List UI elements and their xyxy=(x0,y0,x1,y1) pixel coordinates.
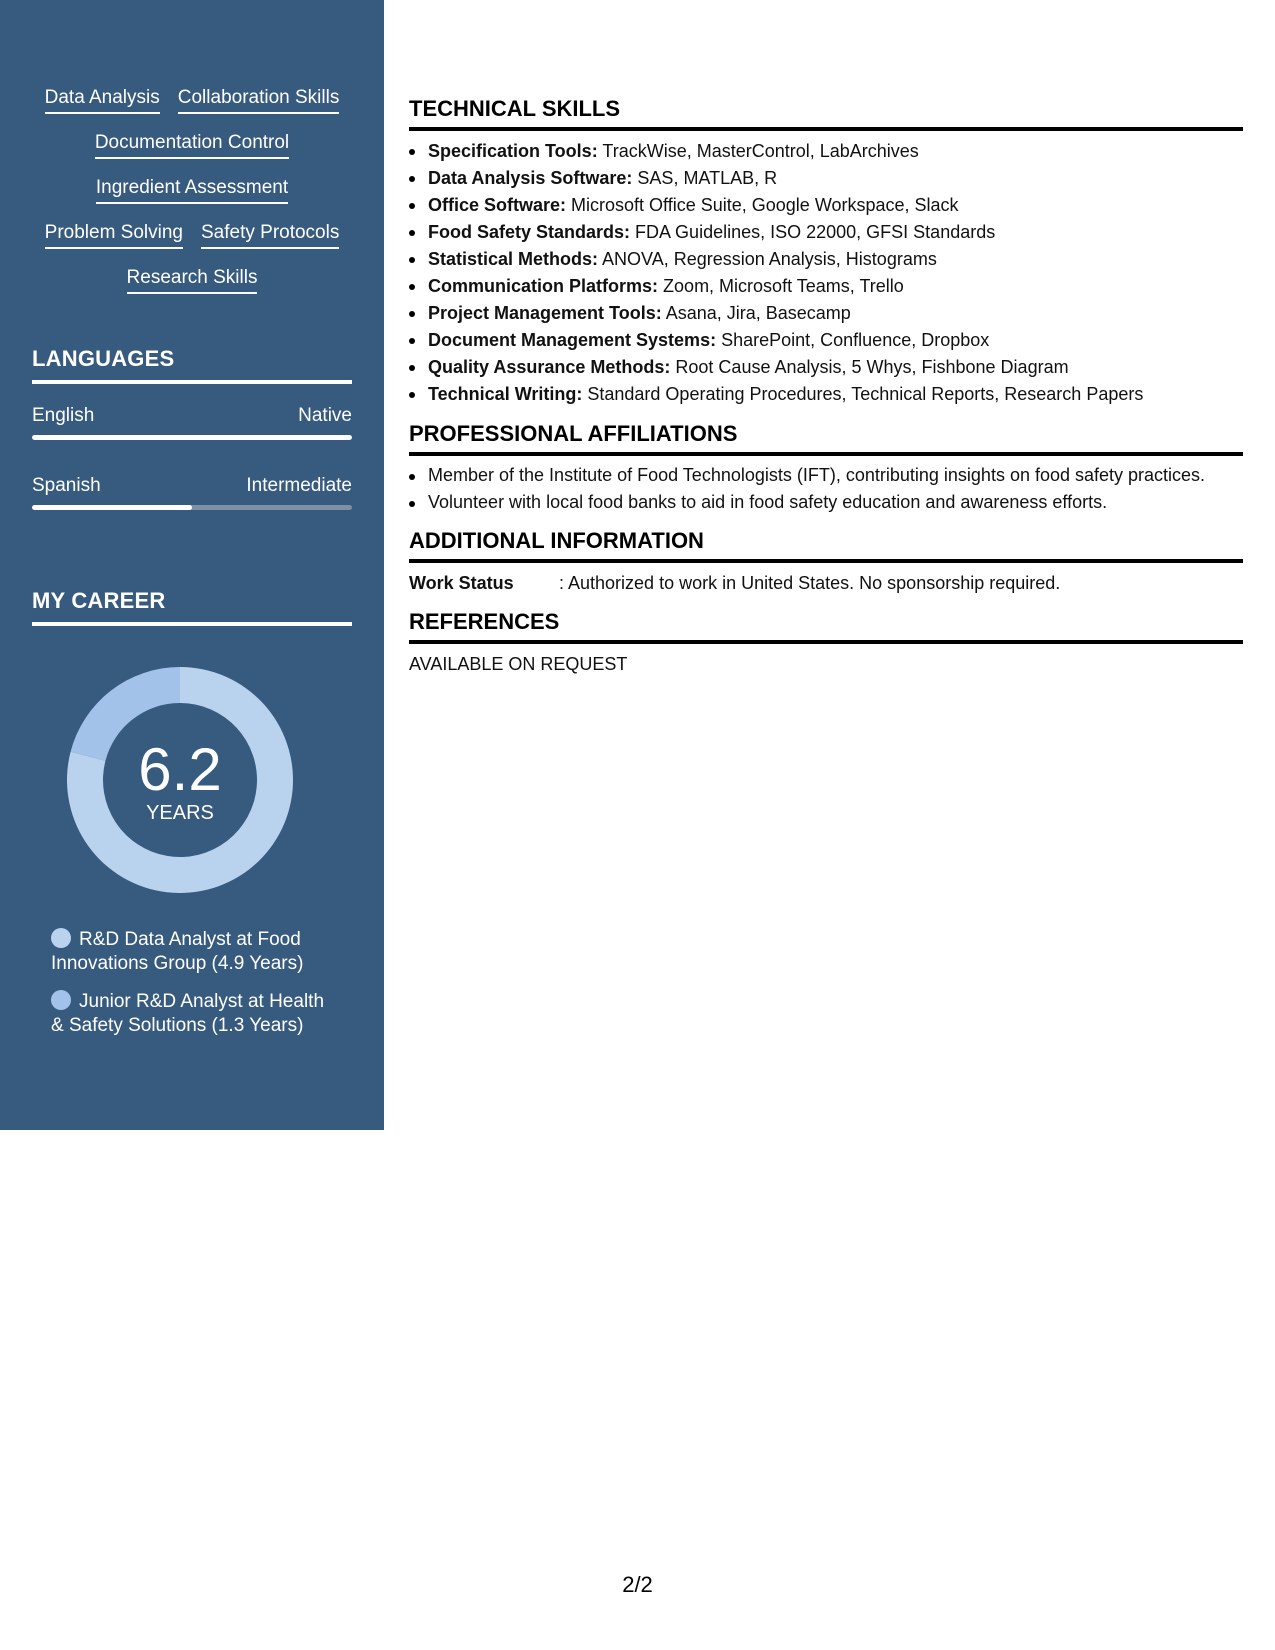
language-row-spanish xyxy=(32,475,352,497)
career-legend xyxy=(51,928,341,1052)
skill-value: SAS, MATLAB, R xyxy=(637,168,778,188)
list-item xyxy=(409,381,1243,408)
career-total-value: 6.2 xyxy=(138,736,222,803)
skill-row xyxy=(32,131,352,176)
career-legend-item xyxy=(51,928,341,976)
legend-dot-icon xyxy=(51,990,71,1010)
list-item xyxy=(409,192,1243,219)
page-number: 2/2 xyxy=(622,1572,653,1597)
career-role-text: R&D Data Analyst at Food Innovations Group (4.9 Years) xyxy=(51,929,304,974)
section-heading: TECHNICAL SKILLS xyxy=(409,96,1243,131)
skill-value: ANOVA, Regression Analysis, Histograms xyxy=(602,249,937,269)
list-item xyxy=(409,246,1243,273)
list-item xyxy=(409,327,1243,354)
skill-tag: Data Analysis xyxy=(45,86,160,114)
references-text: AVAILABLE ON REQUEST xyxy=(409,654,628,674)
skill-label: Technical Writing: xyxy=(428,384,583,404)
language-bar-fill xyxy=(32,505,192,510)
language-level: Native xyxy=(298,405,352,426)
language-name: Spanish xyxy=(32,475,101,496)
skill-value: Standard Operating Procedures, Technical Reports, Research Papers xyxy=(587,384,1144,404)
legend-dot-icon xyxy=(51,928,71,948)
skill-label: Food Safety Standards: xyxy=(428,222,631,242)
list-item xyxy=(409,219,1243,246)
skill-label: Communication Platforms: xyxy=(428,276,659,296)
skill-tag: Documentation Control xyxy=(95,131,289,159)
skill-value: FDA Guidelines, ISO 22000, GFSI Standards xyxy=(635,222,996,242)
language-bar-english xyxy=(32,435,352,440)
language-bar-spanish xyxy=(32,505,352,510)
skill-value: Microsoft Office Suite, Google Workspace, Slack xyxy=(571,195,959,215)
skill-tag: Problem Solving xyxy=(45,221,183,249)
skill-row xyxy=(32,266,352,311)
language-name: English xyxy=(32,405,95,426)
references-section xyxy=(409,609,1243,677)
section-heading: REFERENCES xyxy=(409,609,1243,644)
skill-value: Root Cause Analysis, 5 Whys, Fishbone Diagram xyxy=(675,357,1069,377)
skill-label: Office Software: xyxy=(428,195,567,215)
list-item: Volunteer with local food banks to aid in food safety education and awareness efforts. xyxy=(409,490,1243,515)
skill-label: Specification Tools: xyxy=(428,141,598,161)
skills-tags xyxy=(32,86,352,311)
list-item xyxy=(409,354,1243,381)
career-legend-item xyxy=(51,990,341,1038)
skill-tag: Safety Protocols xyxy=(201,221,339,249)
career-donut-center xyxy=(66,666,294,894)
list-item xyxy=(409,300,1243,327)
affiliations-section xyxy=(409,421,1243,515)
section-heading: ADDITIONAL INFORMATION xyxy=(409,528,1243,563)
career-total-unit: YEARS xyxy=(146,802,214,824)
technical-skills-list xyxy=(409,138,1243,408)
additional-info-section xyxy=(409,528,1243,596)
list-item xyxy=(409,165,1243,192)
languages-heading: LANGUAGES xyxy=(32,346,352,384)
affiliations-list xyxy=(409,463,1243,515)
skill-label: Data Analysis Software: xyxy=(428,168,633,188)
career-heading: MY CAREER xyxy=(32,588,352,626)
skill-tag: Ingredient Assessment xyxy=(96,176,288,204)
section-heading: PROFESSIONAL AFFILIATIONS xyxy=(409,421,1243,456)
skill-row xyxy=(32,86,352,131)
work-status-label: Work Status xyxy=(409,573,514,593)
career-role-text: Junior R&D Analyst at Health & Safety Solutions (1.3 Years) xyxy=(51,991,325,1036)
list-item xyxy=(409,273,1243,300)
work-status-row xyxy=(409,570,1243,596)
skill-label: Document Management Systems: xyxy=(428,330,717,350)
language-row-english xyxy=(32,405,352,427)
skill-value: TrackWise, MasterControl, LabArchives xyxy=(602,141,919,161)
skill-value: SharePoint, Confluence, Dropbox xyxy=(721,330,990,350)
sidebar xyxy=(0,0,384,1130)
skill-tag: Research Skills xyxy=(127,266,258,294)
technical-skills-section xyxy=(409,96,1243,408)
skill-value: Asana, Jira, Basecamp xyxy=(665,303,851,323)
career-donut-chart xyxy=(66,666,294,894)
list-item: Member of the Institute of Food Technologists (IFT), contributing insights on food safety practices. xyxy=(409,463,1243,488)
skill-label: Statistical Methods: xyxy=(428,249,599,269)
skill-value: Zoom, Microsoft Teams, Trello xyxy=(663,276,904,296)
language-bar-fill xyxy=(32,435,352,440)
main-content xyxy=(409,96,1243,690)
skill-tag: Collaboration Skills xyxy=(178,86,340,114)
skill-label: Project Management Tools: xyxy=(428,303,662,323)
language-level: Intermediate xyxy=(246,475,352,496)
list-item xyxy=(409,138,1243,165)
skill-row xyxy=(32,221,352,266)
work-status-value: : Authorized to work in United States. No sponsorship required. xyxy=(559,573,1061,593)
skill-row xyxy=(32,176,352,221)
skill-label: Quality Assurance Methods: xyxy=(428,357,671,377)
